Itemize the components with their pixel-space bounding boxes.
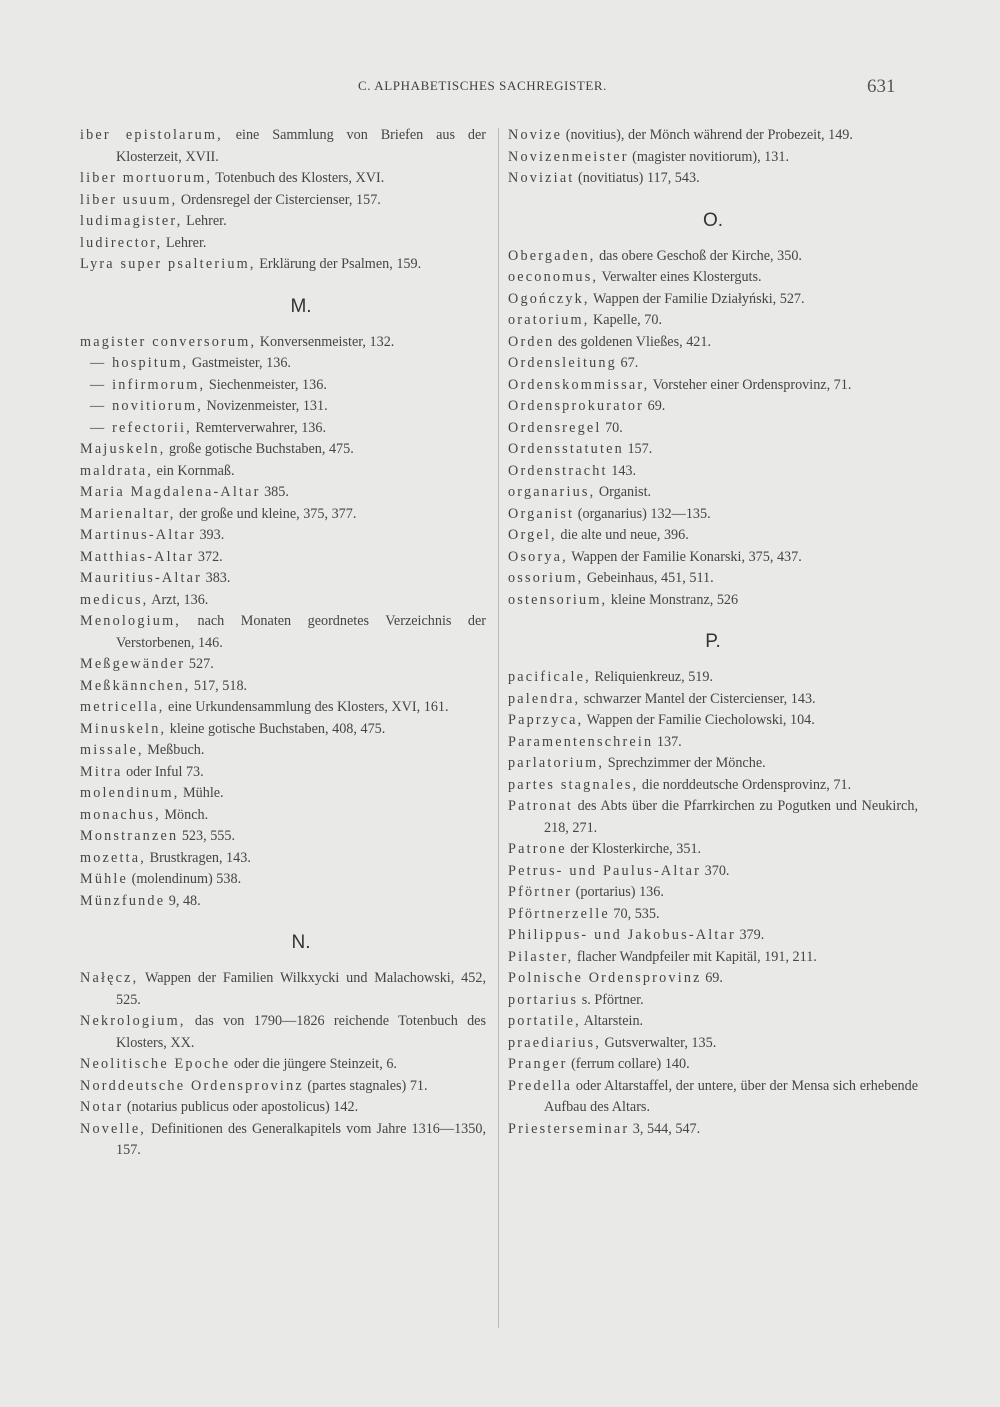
index-entry bbox=[508, 482, 918, 504]
entry-text: (partes stagnales) 71. bbox=[303, 1077, 428, 1094]
entry-text: 523, 555. bbox=[178, 828, 236, 844]
entry-headword: Mitra bbox=[80, 763, 123, 780]
index-entry bbox=[508, 525, 918, 547]
entry-text: eine Sammlung von Briefen aus der Klosterzeit, XVII. bbox=[116, 127, 486, 165]
entry-headword: Organist bbox=[508, 505, 575, 522]
entry-headword: molendinum, bbox=[80, 785, 180, 801]
entry-text: s. Pförtner. bbox=[578, 991, 644, 1008]
entry-text: Mönch. bbox=[160, 806, 209, 823]
entry-group-p bbox=[508, 667, 918, 1140]
entry-text: 3, 544, 547. bbox=[629, 1120, 701, 1137]
entry-headword: Monstranzen bbox=[80, 828, 179, 844]
entry-headword: Meßkännchen, bbox=[80, 677, 191, 694]
entry-headword: Matthias-Altar bbox=[80, 548, 195, 565]
index-entry bbox=[508, 125, 918, 147]
entry-headword: organarius, bbox=[508, 484, 596, 500]
index-entry bbox=[80, 590, 486, 612]
entry-text: Sprechzimmer der Mönche. bbox=[604, 755, 766, 771]
entry-text: (ferrum collare) 140. bbox=[567, 1056, 690, 1072]
entry-text: große gotische Buchstaben, 475. bbox=[165, 441, 354, 457]
entry-headword: ossorium, bbox=[508, 570, 584, 586]
index-entry bbox=[80, 375, 486, 397]
entry-headword: Mühle bbox=[80, 871, 129, 887]
entry-text: des goldenen Vließes, 421. bbox=[554, 333, 712, 350]
entry-headword: Mauritius-Altar bbox=[80, 570, 203, 586]
index-entry bbox=[508, 396, 918, 418]
section-letter-p: P. bbox=[705, 631, 721, 652]
entry-text: 69. bbox=[701, 970, 723, 986]
index-entry bbox=[508, 947, 918, 969]
index-entry bbox=[80, 1097, 486, 1119]
entry-headword: Osorya, bbox=[508, 548, 568, 565]
index-entry bbox=[80, 719, 486, 741]
entry-headword: Maria Magdalena-Altar bbox=[80, 484, 261, 500]
index-entry bbox=[508, 753, 918, 775]
entry-text: Vorsteher einer Ordensprovinz, 71. bbox=[649, 376, 852, 393]
entry-headword: Majuskeln, bbox=[80, 441, 166, 457]
entry-text: kleine gotische Buchstaben, 408, 475. bbox=[166, 720, 386, 737]
entry-headword: medicus, bbox=[80, 591, 149, 608]
entry-group-l-end bbox=[80, 125, 486, 276]
entry-headword: Münzfunde bbox=[80, 892, 166, 909]
entry-headword: maldrata, bbox=[80, 462, 153, 479]
index-entry bbox=[508, 332, 918, 354]
index-entry bbox=[80, 697, 486, 719]
entry-text: Remterverwahrer, 136. bbox=[191, 419, 327, 436]
entry-text: 372. bbox=[194, 548, 223, 565]
entry-text: Siechenmeister, 136. bbox=[205, 376, 327, 393]
index-entry bbox=[508, 710, 918, 732]
entry-headword: iber epistolarum, bbox=[80, 127, 223, 143]
section-letter-n: N. bbox=[291, 932, 311, 953]
entry-headword: ludirector, bbox=[80, 234, 163, 251]
entry-text: ein Kornmaß. bbox=[152, 462, 235, 479]
entry-group-m bbox=[80, 332, 486, 913]
index-entry bbox=[80, 125, 486, 168]
entry-text: Organist. bbox=[595, 484, 652, 500]
entry-headword: Ordenskommissar, bbox=[508, 376, 650, 393]
section-letter-o: O. bbox=[702, 209, 724, 231]
index-entry bbox=[80, 826, 486, 848]
entry-text: 70. bbox=[601, 419, 623, 436]
entry-text: 67. bbox=[616, 355, 639, 371]
entry-headword: Ordenstracht bbox=[508, 462, 608, 479]
entry-headword: Neolitische Epoche bbox=[80, 1056, 231, 1072]
entry-headword: Nekrologium, bbox=[80, 1013, 186, 1029]
entry-headword: parlatorium, bbox=[508, 755, 605, 771]
entry-text: Verwalter eines Klosterguts. bbox=[598, 269, 762, 285]
entry-text: Gastmeister, 136. bbox=[188, 355, 291, 371]
entry-headword: — refectorii, bbox=[90, 419, 192, 436]
entry-text: (molendinum) 538. bbox=[128, 871, 242, 887]
entry-text: Lehrer. bbox=[182, 213, 227, 229]
entry-text: (notarius publicus oder apostolicus) 142. bbox=[123, 1099, 359, 1115]
entry-headword: Polnische Ordensprovinz bbox=[508, 970, 702, 986]
entry-group-o bbox=[508, 246, 918, 612]
entry-text: das von 1790—1826 reichende Totenbuch des Klosters, XX. bbox=[116, 1013, 486, 1051]
entry-headword: — infirmorum, bbox=[90, 376, 206, 393]
entry-text: Kapelle, 70. bbox=[589, 312, 662, 328]
entry-headword: Orgel, bbox=[508, 527, 557, 543]
index-entry bbox=[508, 246, 918, 268]
index-entry bbox=[80, 568, 486, 590]
entry-headword: Pranger bbox=[508, 1056, 568, 1072]
column-divider bbox=[498, 128, 499, 1328]
entry-headword: Predella bbox=[508, 1077, 573, 1094]
index-entry bbox=[508, 418, 918, 440]
index-entry bbox=[508, 439, 918, 461]
entry-headword: Priesterseminar bbox=[508, 1120, 630, 1137]
index-entry bbox=[508, 289, 918, 311]
index-entry bbox=[80, 525, 486, 547]
left-column bbox=[80, 125, 486, 1162]
entry-text: Gutsverwalter, 135. bbox=[600, 1034, 717, 1051]
index-entry bbox=[80, 396, 486, 418]
entry-text: (novitius), der Mönch während der Probezeit, 149. bbox=[562, 127, 853, 143]
index-entry bbox=[508, 882, 918, 904]
entry-headword: — hospitum, bbox=[90, 355, 189, 371]
index-entry bbox=[508, 796, 918, 839]
entry-headword: Novize bbox=[508, 127, 563, 143]
entry-text: Reliquienkreuz, 519. bbox=[590, 669, 714, 685]
entry-headword: Ordensleitung bbox=[508, 355, 617, 371]
entry-headword: Martinus-Altar bbox=[80, 527, 196, 543]
entry-headword: Paprzyca, bbox=[508, 712, 584, 728]
entry-headword: praediarius, bbox=[508, 1034, 601, 1051]
entry-text: schwarzer Mantel der Cistercienser, 143. bbox=[580, 690, 816, 707]
right-column bbox=[508, 125, 918, 1140]
index-entry bbox=[508, 147, 918, 169]
entry-headword: metricella, bbox=[80, 699, 165, 715]
index-entry bbox=[80, 1054, 486, 1076]
index-entry bbox=[80, 654, 486, 676]
entry-headword: monachus, bbox=[80, 806, 161, 823]
index-entry bbox=[508, 1054, 918, 1076]
entry-headword: portarius bbox=[508, 991, 579, 1008]
index-entry bbox=[80, 1076, 486, 1098]
entry-text: die norddeutsche Ordensprovinz, 71. bbox=[638, 776, 852, 793]
index-entry bbox=[508, 1033, 918, 1055]
entry-headword: Notar bbox=[80, 1099, 124, 1115]
index-entry bbox=[80, 611, 486, 654]
index-entry bbox=[80, 783, 486, 805]
entry-text: der große und kleine, 375, 377. bbox=[175, 505, 357, 522]
entry-headword: palendra, bbox=[508, 690, 581, 707]
entry-headword: Lyra super psalterium, bbox=[80, 256, 256, 272]
entry-headword: portatile, bbox=[508, 1013, 581, 1029]
entry-headword: partes stagnales, bbox=[508, 776, 639, 793]
entry-text: Novizenmeister, 131. bbox=[202, 398, 328, 414]
entry-text: Konversenmeister, 132. bbox=[256, 333, 395, 350]
entry-text: 137. bbox=[653, 733, 682, 750]
index-entry bbox=[80, 869, 486, 891]
entry-text: 527. bbox=[185, 656, 214, 672]
section-letter-m: M. bbox=[290, 295, 312, 317]
index-entry bbox=[80, 676, 486, 698]
entry-headword: Nałęcz, bbox=[80, 970, 139, 986]
index-entry bbox=[80, 233, 486, 255]
entry-headword: mozetta, bbox=[80, 849, 147, 866]
running-head bbox=[0, 78, 1000, 102]
entry-headword: Novelle, bbox=[80, 1120, 147, 1137]
entry-text: Meßbuch. bbox=[143, 742, 205, 758]
index-entry bbox=[508, 310, 918, 332]
entry-text: 370. bbox=[701, 862, 730, 879]
index-entry bbox=[80, 211, 486, 233]
entry-text: Wappen der Familie Konarski, 375, 437. bbox=[567, 548, 802, 565]
index-entry bbox=[80, 1011, 486, 1054]
entry-group-n-cont bbox=[508, 125, 918, 190]
entry-text: Altarstein. bbox=[580, 1013, 644, 1029]
index-entry bbox=[508, 689, 918, 711]
entry-text: oder Altarstaffel, der untere, über der Mensa sich erhebende Aufbau des Altars. bbox=[544, 1077, 918, 1115]
entry-text: Gebeinhaus, 451, 511. bbox=[583, 570, 714, 586]
entry-text: 69. bbox=[644, 398, 666, 414]
index-entry bbox=[508, 904, 918, 926]
entry-text: (magister novitiorum), 131. bbox=[628, 148, 789, 165]
entry-headword: Petrus- und Paulus-Altar bbox=[508, 862, 702, 879]
index-entry bbox=[508, 1119, 918, 1141]
entry-group-n bbox=[80, 968, 486, 1162]
index-entry bbox=[508, 547, 918, 569]
page-number: 631 bbox=[867, 76, 896, 97]
index-entry bbox=[80, 504, 486, 526]
entry-text: kleine Monstranz, 526 bbox=[607, 591, 739, 608]
entry-headword: Paramentenschrein bbox=[508, 733, 654, 750]
index-entry bbox=[80, 762, 486, 784]
entry-headword: Novizenmeister bbox=[508, 148, 629, 165]
entry-headword: oeconomus, bbox=[508, 269, 599, 285]
entry-text: der Klosterkirche, 351. bbox=[566, 841, 702, 857]
entry-headword: oratorium, bbox=[508, 312, 590, 328]
entry-text: (portarius) 136. bbox=[572, 884, 664, 900]
index-entry bbox=[508, 504, 918, 526]
running-title: C. ALPHABETISCHES SACHREGISTER. bbox=[358, 78, 608, 93]
entry-headword: Ogończyk, bbox=[508, 290, 590, 307]
index-entry bbox=[508, 1076, 918, 1119]
index-entry bbox=[508, 461, 918, 483]
index-entry bbox=[80, 168, 486, 190]
entry-text: Erklärung der Psalmen, 159. bbox=[255, 256, 422, 272]
entry-text: Wappen der Familien Wilkxycki und Malachowski, 452, 525. bbox=[116, 970, 486, 1008]
index-entry bbox=[508, 925, 918, 947]
entry-text: das obere Geschoß der Kirche, 350. bbox=[595, 247, 802, 264]
entry-text: 385. bbox=[260, 484, 289, 500]
entry-headword: missale, bbox=[80, 742, 144, 758]
entry-headword: Ordensstatuten bbox=[508, 441, 624, 457]
index-entry bbox=[508, 732, 918, 754]
entry-text: Definitionen des Generalkapitels vom Jahre 1316—1350, 157. bbox=[116, 1120, 486, 1158]
index-entry bbox=[80, 968, 486, 1011]
index-entry bbox=[80, 482, 486, 504]
index-entry bbox=[80, 805, 486, 827]
index-entry bbox=[80, 848, 486, 870]
entry-headword: magister conversorum, bbox=[80, 333, 257, 350]
entry-text: 9, 48. bbox=[165, 892, 201, 909]
index-entry bbox=[80, 353, 486, 375]
index-entry bbox=[508, 968, 918, 990]
entry-text: Mühle. bbox=[179, 785, 224, 801]
entry-text: 157. bbox=[623, 441, 653, 457]
entry-text: oder die jüngere Steinzeit, 6. bbox=[230, 1056, 397, 1072]
entry-headword: — novitiorum, bbox=[90, 398, 203, 414]
entry-text: Arzt, 136. bbox=[148, 591, 209, 608]
entry-text: die alte und neue, 396. bbox=[556, 527, 689, 543]
entry-text: nach Monaten geordnetes Verzeichnis der Verstorbenen, 146. bbox=[116, 613, 486, 651]
entry-headword: ludimagister, bbox=[80, 213, 183, 229]
entry-headword: Pförtner bbox=[508, 884, 573, 900]
entry-headword: ostensorium, bbox=[508, 591, 608, 608]
entry-headword: Menologium, bbox=[80, 613, 182, 629]
entry-headword: Minuskeln, bbox=[80, 720, 167, 737]
index-entry bbox=[508, 590, 918, 612]
entry-text: Wappen der Familie Działyński, 527. bbox=[589, 290, 805, 307]
index-entry bbox=[80, 439, 486, 461]
entry-text: oder Inful 73. bbox=[122, 763, 204, 780]
entry-text: eine Urkundensammlung des Klosters, XVI, 161. bbox=[164, 699, 449, 715]
entry-text: 143. bbox=[607, 462, 637, 479]
entry-headword: Pilaster, bbox=[508, 948, 574, 965]
entry-text: des Abts über die Pfarrkirchen zu Pogutken und Neukirch, 218, 271. bbox=[544, 798, 918, 836]
entry-headword: Norddeutsche Ordensprovinz bbox=[80, 1077, 304, 1094]
index-entry bbox=[508, 168, 918, 190]
entry-headword: Pförtnerzelle bbox=[508, 905, 610, 922]
entry-text: 70, 535. bbox=[609, 905, 660, 922]
entry-text: Wappen der Familie Ciecholowski, 104. bbox=[583, 712, 815, 728]
index-entry bbox=[508, 568, 918, 590]
index-entry bbox=[508, 1011, 918, 1033]
entry-text: Totenbuch des Klosters, XVI. bbox=[212, 170, 385, 186]
entry-text: 379. bbox=[735, 927, 765, 943]
index-entry bbox=[80, 1119, 486, 1162]
index-entry bbox=[508, 375, 918, 397]
index-entry bbox=[508, 267, 918, 289]
entry-text: Brustkragen, 143. bbox=[146, 849, 251, 866]
entry-headword: Patronat bbox=[508, 798, 573, 814]
index-entry bbox=[508, 839, 918, 861]
index-entry bbox=[80, 547, 486, 569]
entry-headword: Ordensregel bbox=[508, 419, 602, 436]
entry-headword: Ordensprokurator bbox=[508, 398, 645, 414]
entry-text: (novitiatus) 117, 543. bbox=[574, 170, 700, 186]
entry-headword: Meßgewänder bbox=[80, 656, 186, 672]
entry-headword: Philippus- und Jakobus-Altar bbox=[508, 927, 736, 943]
entry-text: 517, 518. bbox=[190, 677, 248, 694]
entry-headword: Obergaden, bbox=[508, 247, 596, 264]
entry-headword: Noviziat bbox=[508, 170, 575, 186]
index-entry bbox=[80, 891, 486, 913]
index-entry bbox=[508, 775, 918, 797]
entry-headword: Patrone bbox=[508, 841, 567, 857]
index-entry bbox=[80, 332, 486, 354]
index-entry bbox=[508, 990, 918, 1012]
index-entry bbox=[80, 418, 486, 440]
index-entry bbox=[80, 740, 486, 762]
index-entry bbox=[508, 353, 918, 375]
entry-headword: liber usuum, bbox=[80, 191, 178, 208]
entry-headword: Marienaltar, bbox=[80, 505, 176, 522]
index-entry bbox=[80, 254, 486, 276]
entry-text: flacher Wandpfeiler mit Kapitäl, 191, 211. bbox=[573, 948, 817, 965]
index-entry bbox=[508, 861, 918, 883]
entry-text: 383. bbox=[202, 570, 231, 586]
entry-headword: Orden bbox=[508, 333, 555, 350]
entry-text: Ordensregel der Cistercienser, 157. bbox=[177, 191, 381, 208]
index-entry bbox=[80, 461, 486, 483]
index-entry bbox=[508, 667, 918, 689]
entry-text: (organarius) 132—135. bbox=[574, 505, 711, 522]
entry-headword: pacificale, bbox=[508, 669, 591, 685]
entry-text: 393. bbox=[195, 527, 225, 543]
entry-text: Lehrer. bbox=[162, 234, 207, 251]
entry-headword: liber mortuorum, bbox=[80, 170, 213, 186]
index-entry bbox=[80, 190, 486, 212]
